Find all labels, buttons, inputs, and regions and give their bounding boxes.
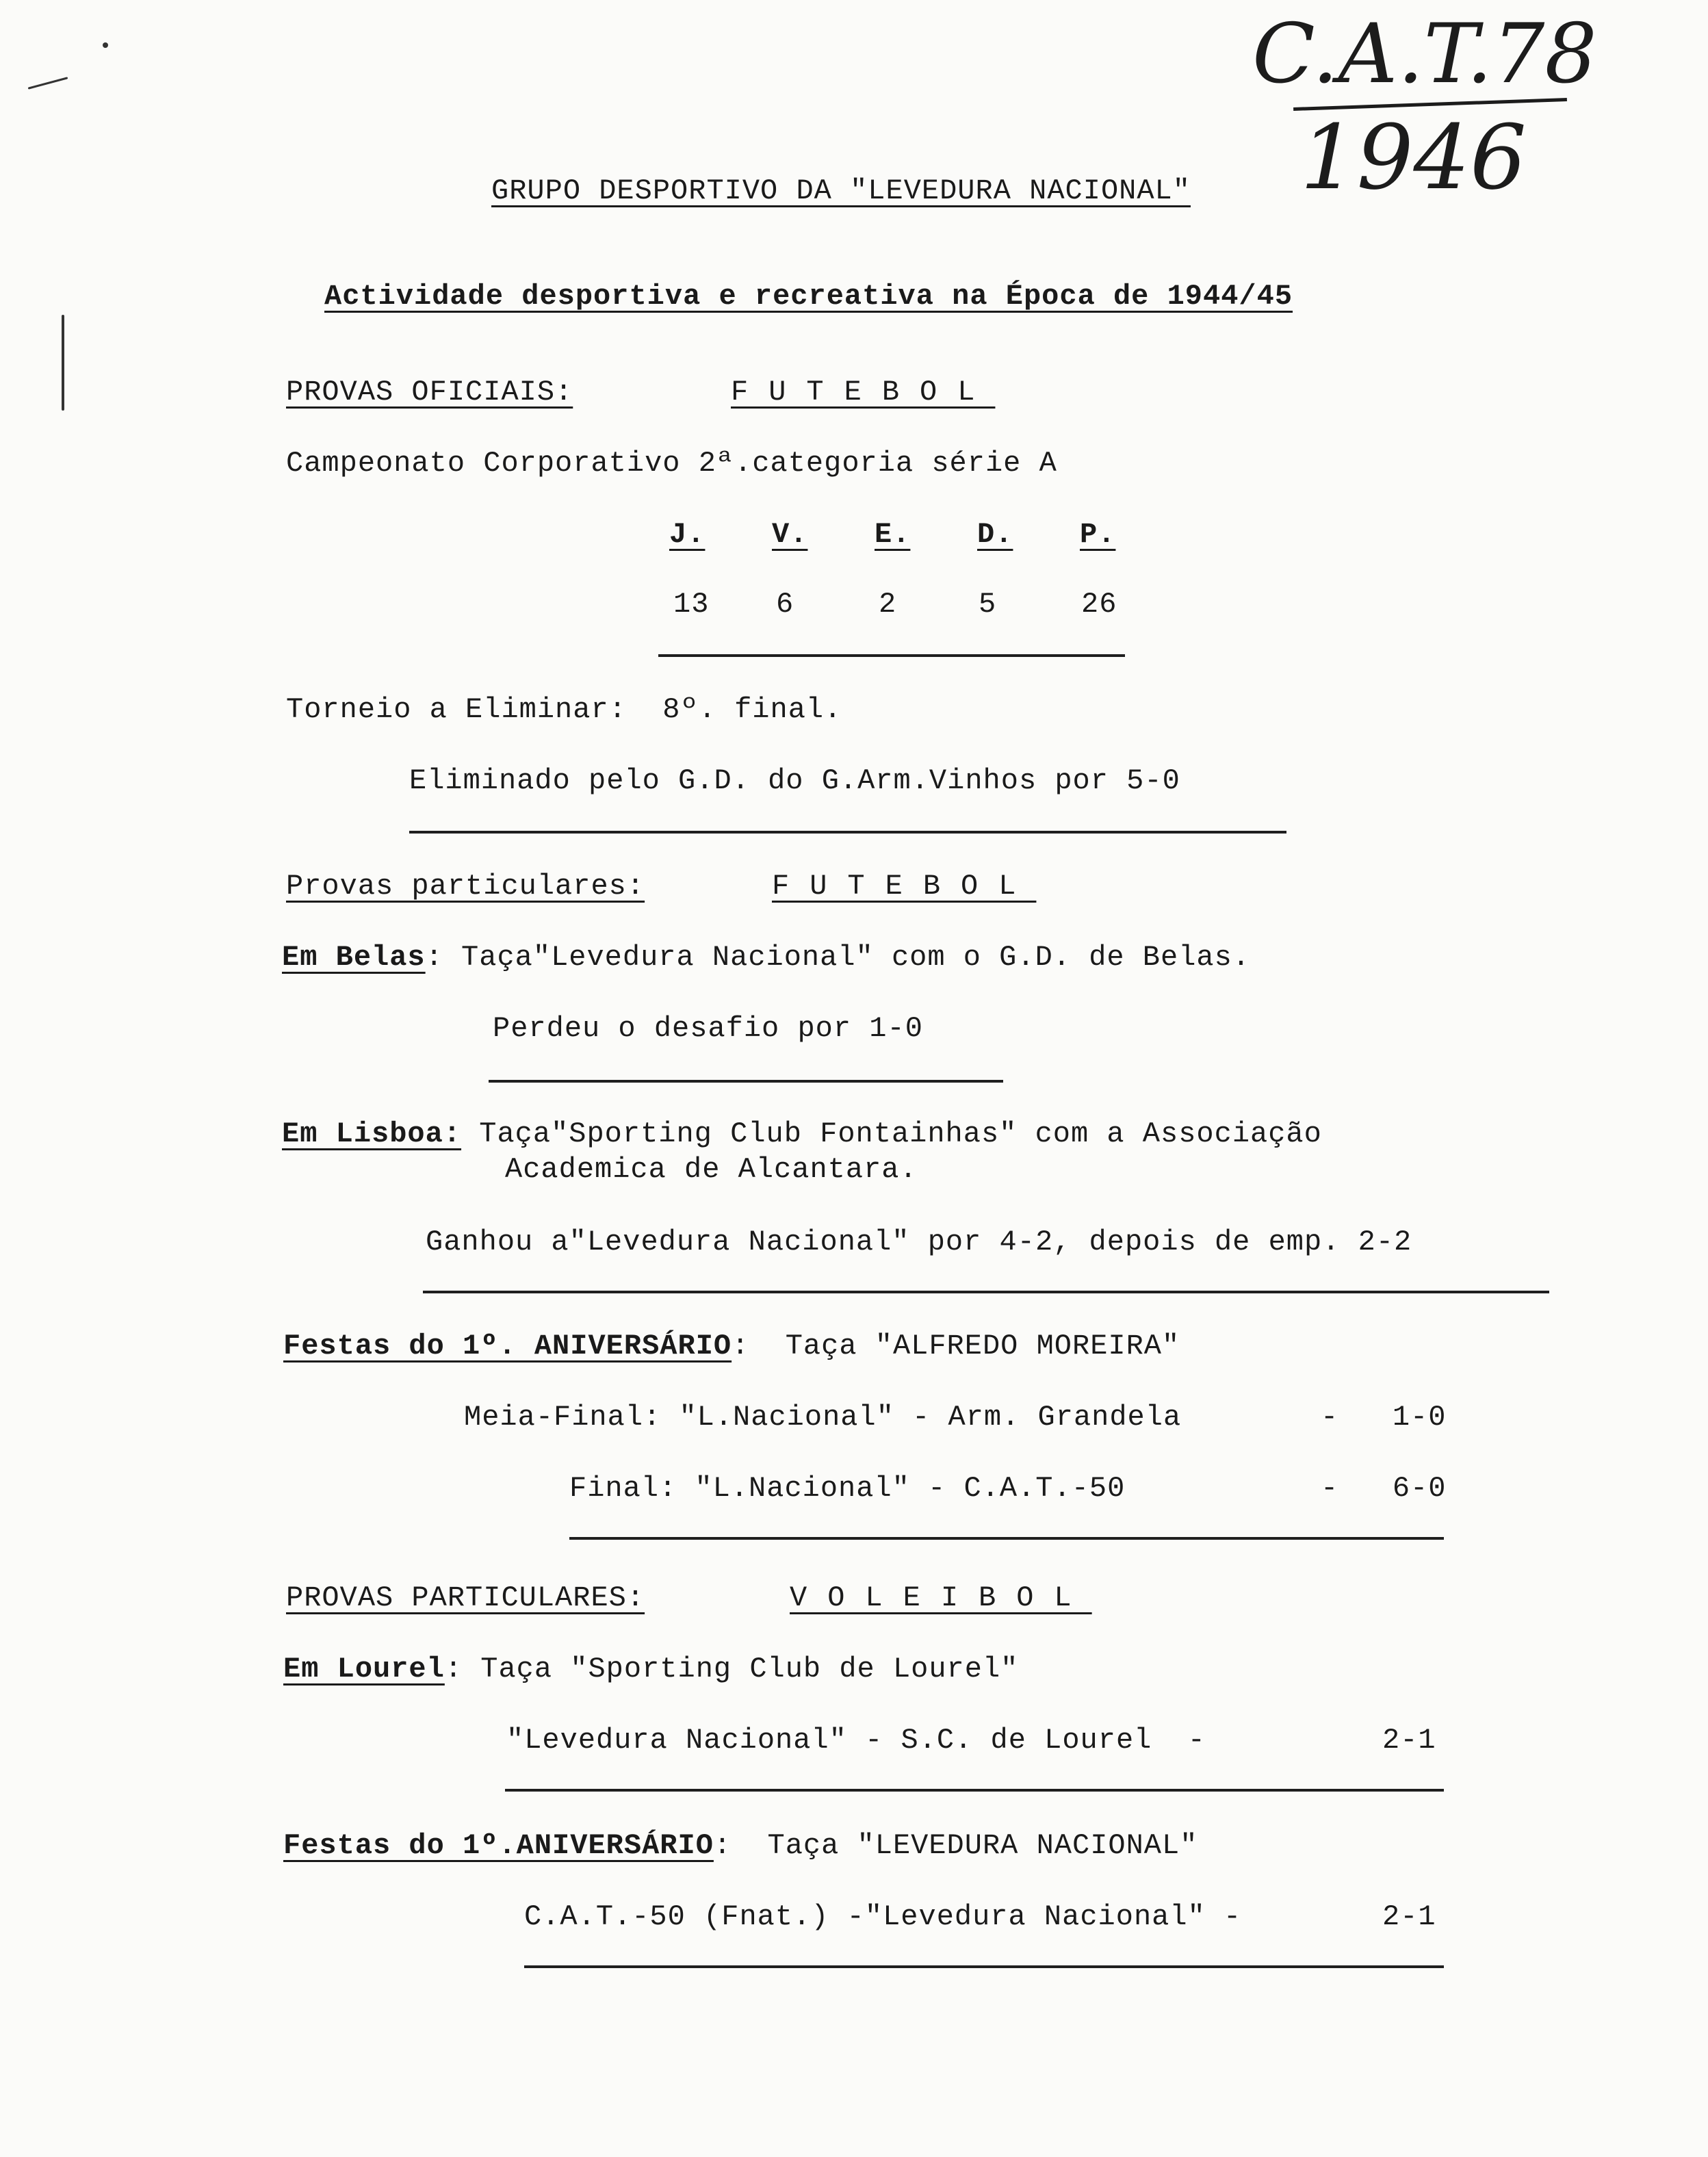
anniversary-football-cup: : Taça "ALFREDO MOREIRA"	[732, 1330, 1180, 1362]
semifinal-score: - 1-0	[1321, 1401, 1447, 1434]
lisboa-match	[282, 1120, 1322, 1148]
season-subtitle: Actividade desportiva e recreativa na Época de 1944/45	[324, 280, 1293, 313]
standings-value-e: 2	[879, 588, 897, 621]
scan-mark	[103, 42, 108, 48]
lourel-place: Em Lourel	[283, 1653, 445, 1685]
anniversary-football-label: Festas do 1º. ANIVERSÁRIO	[283, 1330, 732, 1362]
lourel-result: "Levedura Nacional" - S.C. de Lourel -	[506, 1724, 1206, 1757]
belas-match	[282, 943, 1250, 972]
standings-header-p: P.	[1080, 518, 1116, 551]
divider	[505, 1789, 1444, 1792]
final-score: - 6-0	[1321, 1472, 1447, 1505]
divider	[658, 654, 1125, 657]
scan-mark	[62, 315, 64, 411]
page-title: GRUPO DESPORTIVO DA "LEVEDURA NACIONAL"	[491, 175, 1191, 207]
divider	[524, 1965, 1444, 1968]
belas-place: Em Belas	[282, 941, 426, 974]
standings-header-d: D.	[977, 518, 1013, 551]
section-volleyball-label: PROVAS PARTICULARES:	[286, 1581, 645, 1614]
standings-value-v: 6	[776, 588, 794, 621]
championship-name: Campeonato Corporativo 2ª.categoria série A	[286, 447, 1057, 480]
standings-value-p: 26	[1081, 588, 1117, 621]
anniversary-volleyball-result: C.A.T.-50 (Fnat.) -"Levedura Nacional" -	[524, 1900, 1242, 1933]
anniversary-volleyball	[283, 1831, 1198, 1860]
lisboa-result: Ganhou a"Levedura Nacional" por 4-2, depois de emp. 2-2	[426, 1226, 1412, 1258]
handwritten-year: 1946	[1300, 105, 1527, 209]
belas-cup: : Taça"Levedura Nacional" com o G.D. de Belas.	[425, 941, 1251, 974]
anniversary-volleyball-label: Festas do 1º.ANIVERSÁRIO	[283, 1829, 714, 1862]
divider	[569, 1537, 1444, 1540]
section-private-label: Provas particulares:	[286, 870, 645, 903]
knockout-result: Eliminado pelo G.D. do G.Arm.Vinhos por 5-0	[409, 764, 1180, 797]
lisboa-place: Em Lisboa:	[282, 1118, 462, 1150]
section-volleyball-sport: VOLEIBOL	[790, 1581, 1092, 1614]
belas-result: Perdeu o desafio por 1-0	[493, 1012, 923, 1045]
standings-value-d: 5	[979, 588, 997, 621]
semifinal-match: Meia-Final: "L.Nacional" - Arm. Grandela	[464, 1401, 1182, 1434]
knockout-tournament: Torneio a Eliminar: 8º. final.	[286, 693, 842, 726]
standings-header-j: J.	[669, 518, 706, 551]
lourel-score: 2-1	[1382, 1724, 1436, 1757]
divider	[423, 1291, 1549, 1293]
scan-mark	[28, 77, 68, 89]
standings-header-e: E.	[875, 518, 911, 551]
section-official-sport: FUTEBOL	[731, 376, 996, 409]
standings-value-j: 13	[673, 588, 710, 621]
section-private-sport: FUTEBOL	[772, 870, 1037, 903]
anniversary-volleyball-score: 2-1	[1382, 1900, 1436, 1933]
section-official-label: PROVAS OFICIAIS:	[286, 376, 573, 409]
divider	[409, 831, 1286, 834]
lisboa-cup: Taça"Sporting Club Fontainhas" com a Associação	[461, 1118, 1322, 1150]
lisboa-opponent: Academica de Alcantara.	[505, 1153, 918, 1186]
handwritten-reference: C.A.T.78	[1252, 7, 1597, 102]
lourel-match	[283, 1655, 1018, 1683]
anniversary-volleyball-cup: : Taça "LEVEDURA NACIONAL"	[713, 1829, 1198, 1862]
final-match: Final: "L.Nacional" - C.A.T.-50	[569, 1472, 1126, 1505]
standings-header-v: V.	[772, 518, 808, 551]
lourel-cup: : Taça "Sporting Club de Lourel"	[444, 1653, 1019, 1685]
divider	[489, 1080, 1003, 1083]
anniversary-football	[283, 1332, 1180, 1360]
